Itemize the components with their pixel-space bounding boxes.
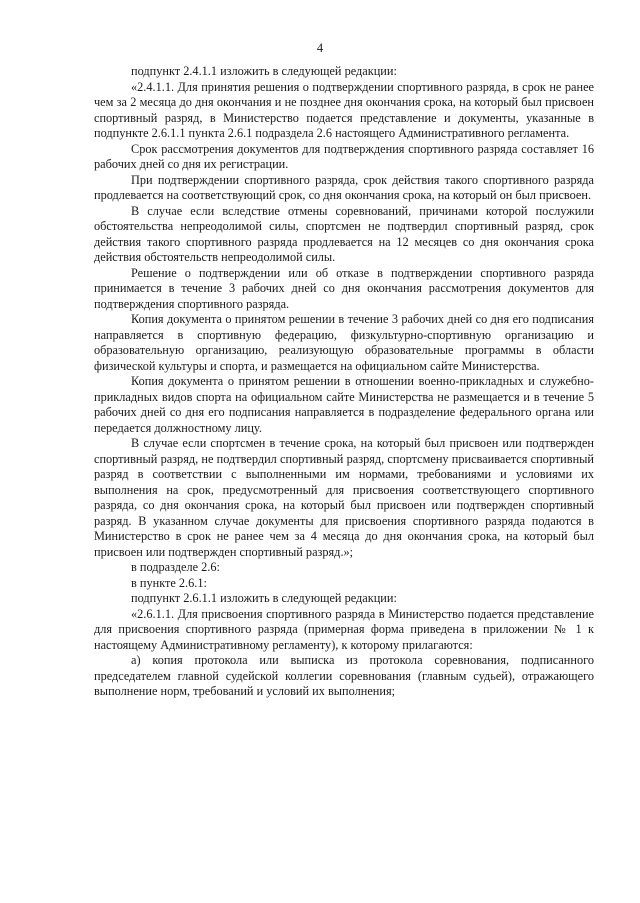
paragraph: «2.4.1.1. Для принятия решения о подтверждении спортивного разряда, в срок не ранее чем за 2 месяца до дня окончания и не позднее дня окончания срока, на который был присвоен спортивный разряд, в Министерство подается представление и документы, указанные в подпункте 2.6.1.1 пункта 2.6.1 подраздела 2.6 настоящего Административного регламента. bbox=[94, 79, 594, 140]
document-body bbox=[94, 64, 594, 700]
paragraph: Решение о подтверждении или об отказе в подтверждении спортивного разряда принимается в течение 3 рабочих дней со дня окончания рассмотрения документов для подтверждения спортивного разряда. bbox=[94, 265, 594, 311]
paragraph: В случае если спортсмен в течение срока, на который был присвоен или подтвержден спортивный разряд, не подтвердил спортивный разряд, спортсмену присваивается спортивный разряд в соответствии с выполненными им нормами, требованиями и условиями их выполнения на срок, предусмотренный для присвоения соответствующего спортивного разряда, со дня окончания срока, на который был присвоен или подтвержден спортивный разряд. В указанном случае документы для присвоения спортивного разряда подаются в Министерство в срок не ранее чем за 4 месяца до дня окончания срока, на который был присвоен или подтвержден спортивный разряд.»; bbox=[94, 436, 594, 559]
paragraph: Срок рассмотрения документов для подтверждения спортивного разряда составляет 16 рабочих дней со дня их регистрации. bbox=[94, 141, 594, 171]
paragraph: подпункт 2.6.1.1 изложить в следующей редакции: bbox=[131, 591, 397, 605]
page-number: 4 bbox=[316, 41, 324, 55]
paragraph: «2.6.1.1. Для присвоения спортивного разряда в Министерство подается представление для присвоения спортивного разряда (примерная форма приведена в приложении № 1 к настоящему Административному регламенту), к которому прилагаются: bbox=[94, 606, 594, 652]
paragraph: а) копия протокола или выписка из протокола соревнования, подписанного председателем главной судейской коллегии соревнования (главным судьей), отражающего выполнение норм, требований и условий их выполнения; bbox=[94, 653, 594, 698]
paragraph: Копия документа о принятом решении в отношении военно-прикладных и служебно-прикладных видов спорта на официальном сайте Министерства не размещается и в течение 5 рабочих дней со дня его подписания направляется в подразделение федерального органа или передается должностному лицу. bbox=[94, 374, 594, 435]
paragraph: При подтверждении спортивного разряда, срок действия такого спортивного разряда продлевается на соответствующий срок, со дня окончания срока, на который он был присвоен. bbox=[94, 172, 594, 202]
paragraph: В случае если вследствие отмены соревнований, причинами которой послужили обстоятельства непреодолимой силы, спортсмен не подтвердил спортивный разряд, срок действия такого спортивного разряда продлевается на 12 месяцев со дня окончания срока действия обстоятельств непреодолимой силы. bbox=[94, 203, 594, 264]
paragraph: подпункт 2.4.1.1 изложить в следующей редакции: bbox=[131, 64, 397, 78]
paragraph: в подразделе 2.6: bbox=[131, 560, 220, 574]
paragraph: Копия документа о принятом решении в течение 3 рабочих дней со дня его подписания направляется в спортивную федерацию, физкультурно-спортивную организацию и образовательную организацию, реализующую образовательные программы в области физической культуры и спорта, и размещается на официальном сайте Министерства. bbox=[94, 312, 594, 373]
paragraph: в пункте 2.6.1: bbox=[131, 575, 207, 590]
